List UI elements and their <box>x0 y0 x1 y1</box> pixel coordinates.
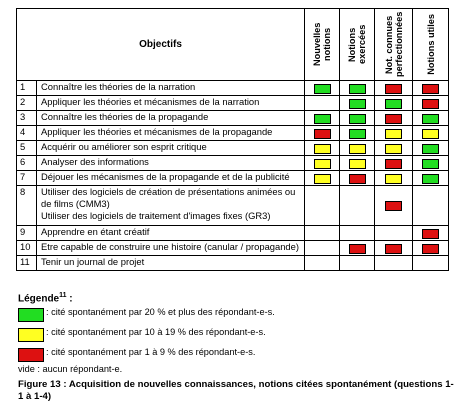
yellow-swatch <box>314 159 331 169</box>
legend-item-text: : cité spontanément par 10 à 19 % des répondant-e-s. <box>46 327 266 338</box>
table-row <box>17 171 449 186</box>
row-number: 10 <box>17 241 37 256</box>
yellow-swatch <box>314 144 331 154</box>
rating-cell <box>413 96 449 111</box>
rating-cell <box>413 126 449 141</box>
red-swatch <box>422 84 439 94</box>
objective-text: Connaître les théories de la narration <box>37 81 305 96</box>
red-swatch <box>385 201 402 211</box>
rating-cell <box>375 186 413 226</box>
yellow-swatch <box>314 174 331 184</box>
yellow-swatch <box>385 174 402 184</box>
rating-cell <box>413 111 449 126</box>
yellow-legend-swatch <box>18 328 44 342</box>
objective-text: Appliquer les théories et mécanismes de la propagande <box>37 126 305 141</box>
table-row <box>17 141 449 156</box>
rating-cell <box>375 96 413 111</box>
green-swatch <box>385 99 402 109</box>
rating-cell <box>413 171 449 186</box>
rating-cell <box>340 156 375 171</box>
table-row <box>17 241 449 256</box>
rating-cell <box>375 256 413 271</box>
objective-text: Connaître les théories de la propagande <box>37 111 305 126</box>
legend-item <box>18 304 458 324</box>
table-header-row <box>17 9 449 81</box>
legend-item-text: : cité spontanément par 1 à 9 % des répondant-e-s. <box>46 347 256 358</box>
green-swatch <box>314 114 331 124</box>
rating-cell <box>340 171 375 186</box>
row-number: 3 <box>17 111 37 126</box>
objective-text: Déjouer les mécanismes de la propagande et de la publicité <box>37 171 305 186</box>
objective-text: Apprendre en étant créatif <box>37 226 305 241</box>
yellow-swatch <box>349 159 366 169</box>
rating-cell <box>305 186 340 226</box>
rating-cell <box>340 81 375 96</box>
rating-cell <box>305 96 340 111</box>
row-number: 9 <box>17 226 37 241</box>
objective-text: Etre capable de construire une histoire (canular / propagande) <box>37 241 305 256</box>
green-legend-swatch <box>18 308 44 322</box>
green-swatch <box>314 84 331 94</box>
row-number: 8 <box>17 186 37 226</box>
objective-text: Utiliser des logiciels de création de présentations animées ou de films (CMM3) Utiliser des logiciels de traitement d'images fixes (GR3) <box>37 186 305 226</box>
column-header-label: Notions utiles <box>425 14 436 75</box>
footnote-marker: 11 <box>59 292 67 299</box>
objectives-table <box>16 8 449 271</box>
green-swatch <box>349 114 366 124</box>
green-swatch <box>349 129 366 139</box>
legend-item-text: : cité spontanément par 20 % et plus des répondant-e-s. <box>46 307 275 318</box>
red-swatch <box>422 244 439 254</box>
row-number: 11 <box>17 256 37 271</box>
table-body <box>17 81 449 271</box>
figure-caption: Figure 13 : Acquisition de nouvelles connaissances, notions citées spontanément (questions 1-1 à 1-4) <box>18 379 454 402</box>
red-swatch <box>314 129 331 139</box>
rating-cell <box>340 111 375 126</box>
row-number: 7 <box>17 171 37 186</box>
column-header <box>340 9 375 81</box>
rating-cell <box>375 226 413 241</box>
red-swatch <box>385 244 402 254</box>
row-number: 5 <box>17 141 37 156</box>
table-row <box>17 111 449 126</box>
rating-cell <box>305 241 340 256</box>
green-swatch <box>422 144 439 154</box>
legend-item <box>18 324 458 344</box>
rating-cell <box>375 241 413 256</box>
column-header <box>305 9 340 81</box>
column-header <box>375 9 413 81</box>
rating-cell <box>375 156 413 171</box>
objective-text: Analyser des informations <box>37 156 305 171</box>
legend-empty-note: vide : aucun répondant-e. <box>18 364 123 375</box>
rating-cell <box>413 81 449 96</box>
rating-cell <box>340 96 375 111</box>
green-swatch <box>422 159 439 169</box>
yellow-swatch <box>385 129 402 139</box>
table-row <box>17 96 449 111</box>
column-header-label: Nouvelles notions <box>312 22 332 67</box>
rating-cell <box>305 156 340 171</box>
green-swatch <box>422 174 439 184</box>
row-number: 6 <box>17 156 37 171</box>
rating-cell <box>340 141 375 156</box>
objective-text: Appliquer les théories et mécanismes de la narration <box>37 96 305 111</box>
rating-cell <box>305 226 340 241</box>
rating-cell <box>305 126 340 141</box>
red-swatch <box>422 99 439 109</box>
green-swatch <box>349 84 366 94</box>
rating-cell <box>305 141 340 156</box>
green-swatch <box>349 99 366 109</box>
rating-cell <box>305 81 340 96</box>
row-number: 4 <box>17 126 37 141</box>
row-number: 2 <box>17 96 37 111</box>
rating-cell <box>413 186 449 226</box>
red-swatch <box>385 159 402 169</box>
legend-items <box>18 304 458 364</box>
green-swatch <box>422 114 439 124</box>
rating-cell <box>375 141 413 156</box>
rating-cell <box>340 226 375 241</box>
red-swatch <box>349 244 366 254</box>
column-header <box>413 9 449 81</box>
rating-cell <box>305 256 340 271</box>
objectives-header: Objectifs <box>17 9 305 81</box>
rating-cell <box>375 126 413 141</box>
table-row <box>17 186 449 226</box>
rating-cell <box>413 141 449 156</box>
red-swatch <box>422 229 439 239</box>
table-row <box>17 156 449 171</box>
legend-title-text: Légende <box>18 293 60 305</box>
rating-cell <box>305 171 340 186</box>
table-row <box>17 226 449 241</box>
rating-cell <box>340 186 375 226</box>
yellow-swatch <box>349 144 366 154</box>
objective-text: Acquérir ou améliorer son esprit critique <box>37 141 305 156</box>
objective-text: Tenir un journal de projet <box>37 256 305 271</box>
yellow-swatch <box>422 129 439 139</box>
legend-title-colon: : <box>66 293 73 305</box>
rating-cell <box>413 156 449 171</box>
rating-cell <box>340 256 375 271</box>
red-legend-swatch <box>18 348 44 362</box>
row-number: 1 <box>17 81 37 96</box>
legend-item <box>18 344 458 364</box>
table-row <box>17 256 449 271</box>
yellow-swatch <box>385 144 402 154</box>
rating-cell <box>375 111 413 126</box>
rating-cell <box>413 226 449 241</box>
red-swatch <box>385 84 402 94</box>
column-header-label: Not. connues perfectionnées <box>383 11 404 78</box>
rating-cell <box>413 256 449 271</box>
table-row <box>17 126 449 141</box>
rating-cell <box>340 126 375 141</box>
table-row <box>17 81 449 96</box>
rating-cell <box>413 241 449 256</box>
column-header-label: Notions exercées <box>347 24 367 65</box>
rating-cell <box>305 111 340 126</box>
rating-cell <box>340 241 375 256</box>
red-swatch <box>385 114 402 124</box>
red-swatch <box>349 174 366 184</box>
legend <box>18 292 458 374</box>
rating-cell <box>375 171 413 186</box>
legend-title <box>18 292 458 304</box>
rating-cell <box>375 81 413 96</box>
